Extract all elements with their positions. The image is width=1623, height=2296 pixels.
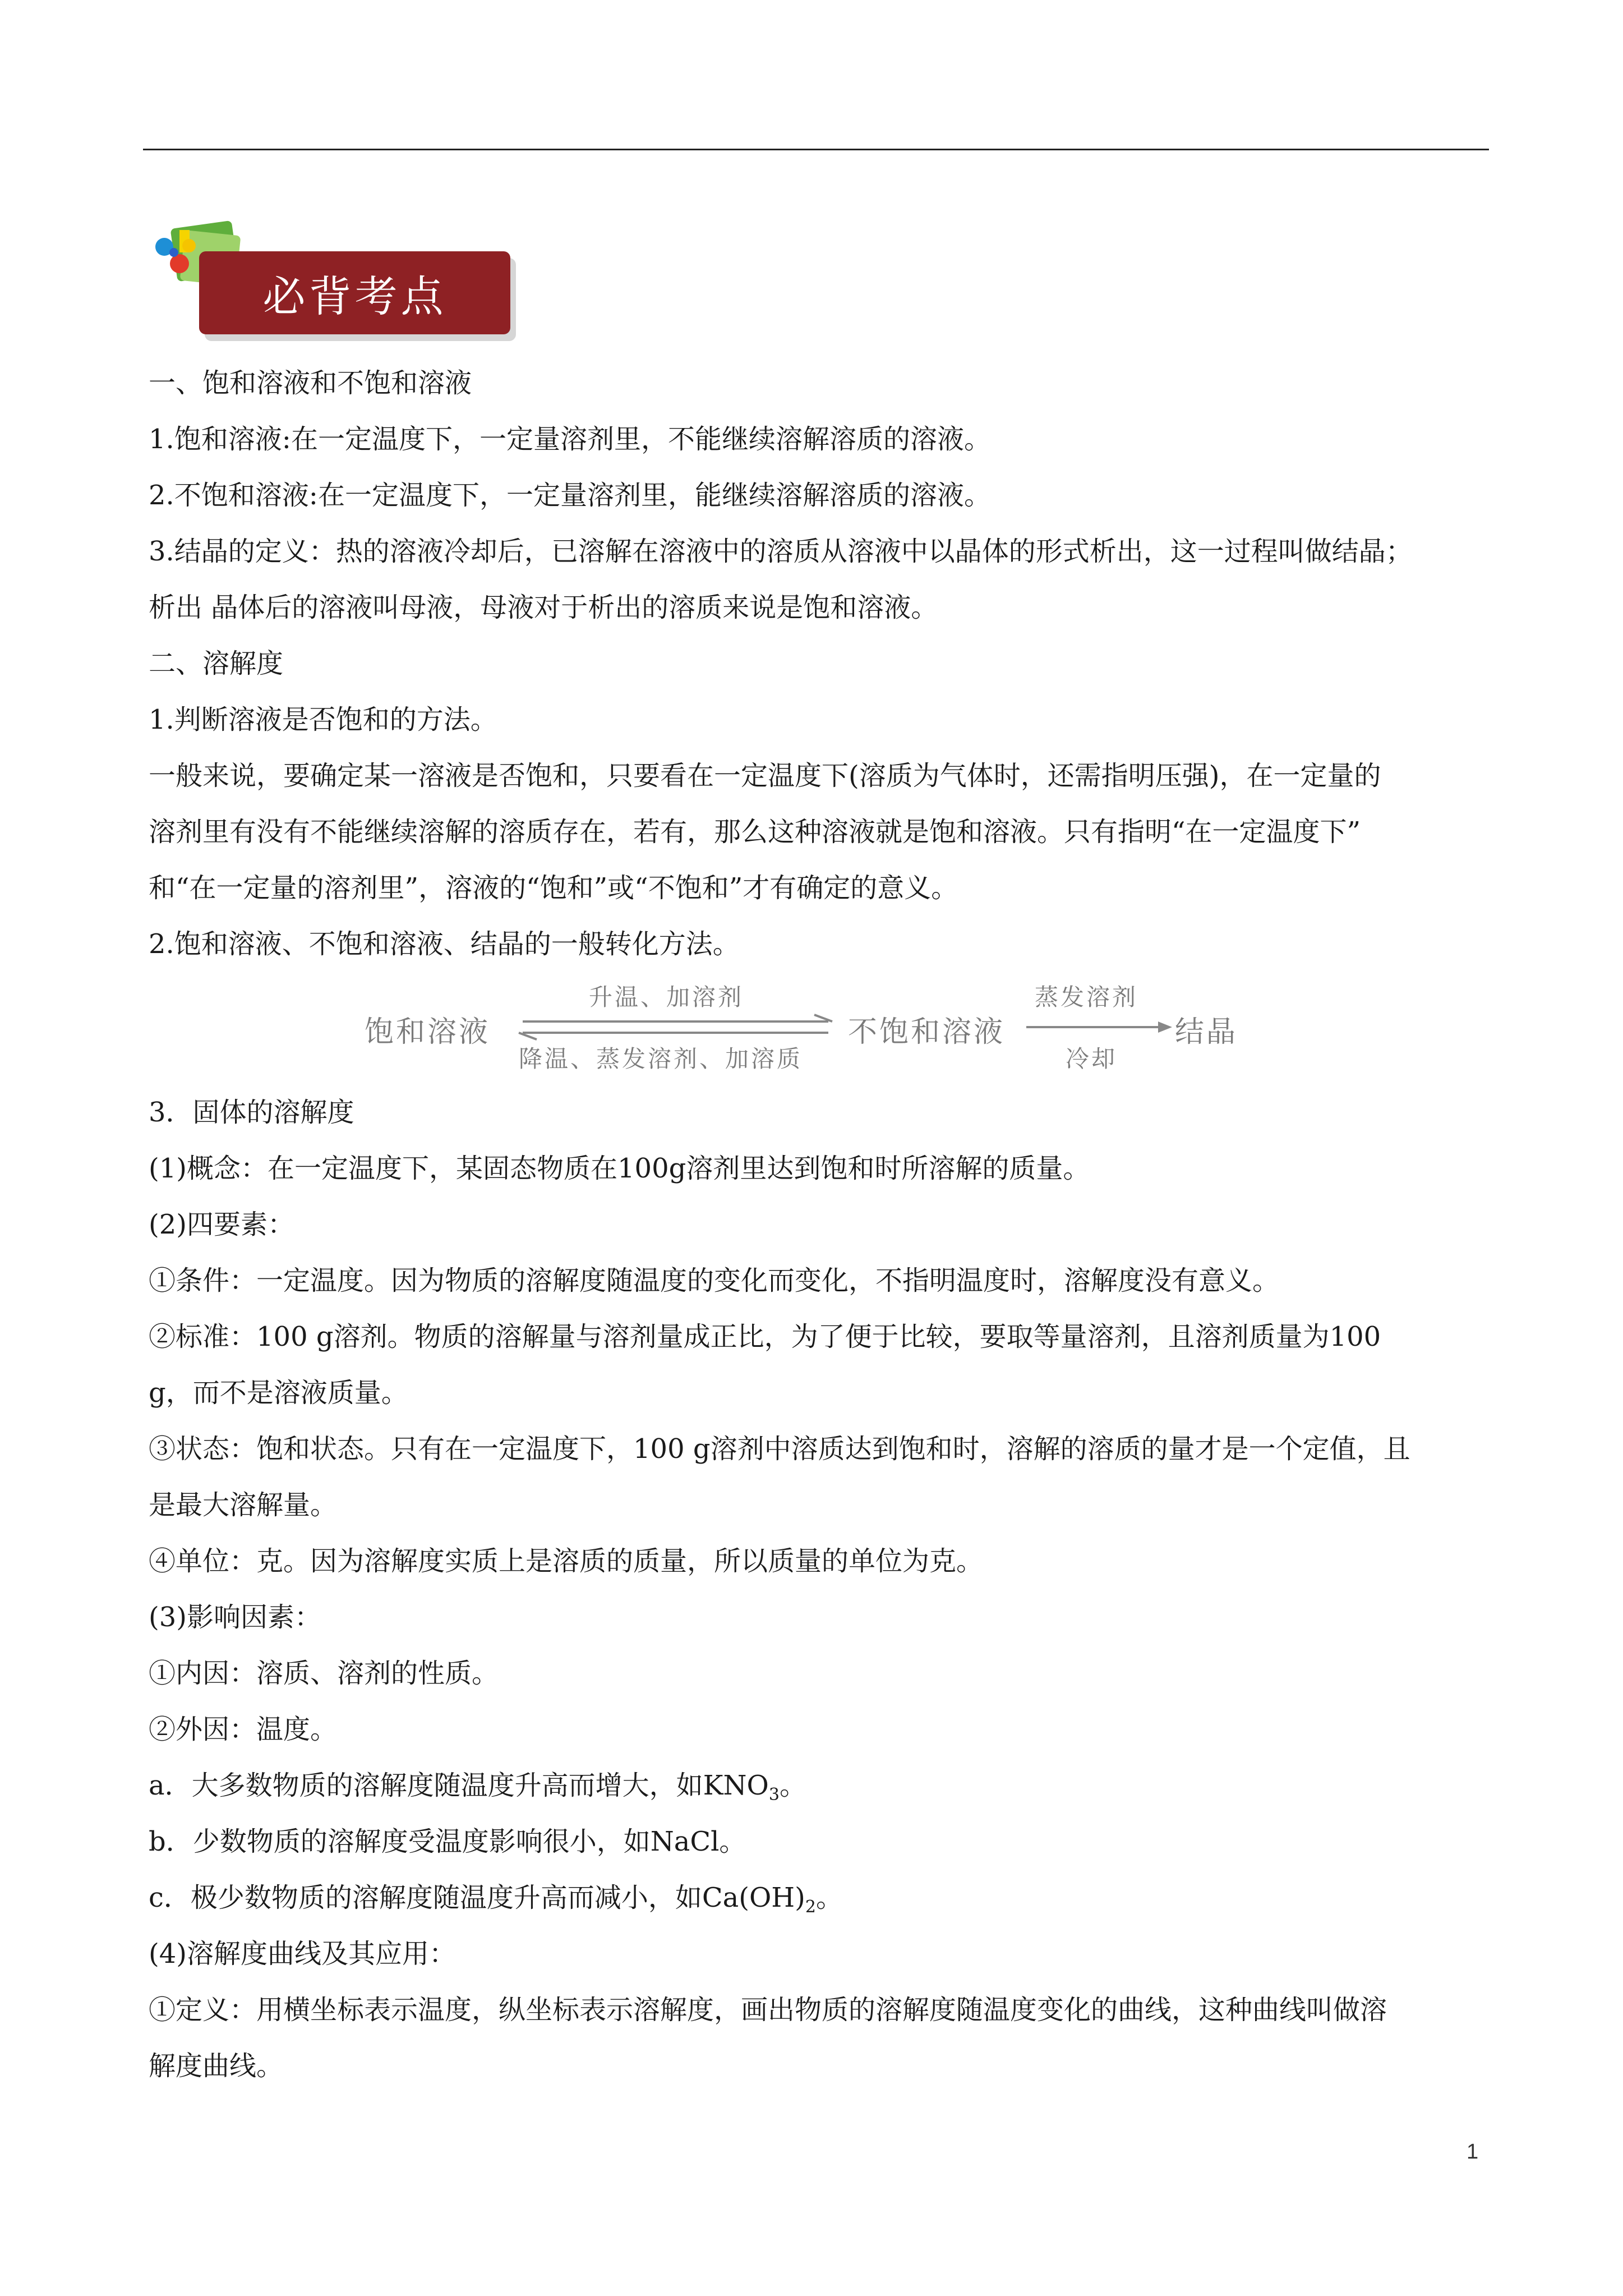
paragraph: (1)概念：在一定温度下，某固态物质在100g溶剂里达到饱和时所溶解的质量。 — [149, 1153, 1090, 1184]
unsaturated-node: 不饱和溶液 — [848, 1015, 1006, 1049]
paragraph: g，而不是溶液质量。 — [149, 1377, 408, 1409]
paragraph: 2.饱和溶液、不饱和溶液、结晶的一般转化方法。 — [149, 928, 740, 960]
paragraph: ②外因：温度。 — [149, 1714, 338, 1745]
paragraph: 解度曲线。 — [149, 2050, 284, 2082]
heading-solid-solubility: 3．固体的溶解度 — [149, 1097, 354, 1128]
paragraph: ①条件：一定温度。因为物质的溶解度随温度的变化而变化，不指明温度时，溶解度没有意义。 — [149, 1265, 1280, 1296]
paragraph-nacl: b．少数物质的溶解度受温度影响很小，如NaCl。 — [149, 1826, 746, 1857]
paragraph: 析出 晶体后的溶液叫母液，母液对于析出的溶质来说是饱和溶液。 — [149, 592, 938, 623]
saturated-node: 饱和溶液 — [365, 1015, 491, 1049]
paragraph: (4)溶解度曲线及其应用： — [149, 1938, 456, 1970]
badge-tab — [199, 251, 510, 334]
paragraph: ④单位：克。因为溶解度实质上是溶质的质量，所以质量的单位为克。 — [149, 1545, 984, 1577]
paragraph: (3)影响因素： — [149, 1602, 321, 1633]
reversible-arrow — [511, 1013, 848, 1046]
evaporate-label: 蒸发溶剂 — [1035, 983, 1138, 1011]
paragraph: 3.结晶的定义：热的溶液冷却后，已溶解在溶液中的溶质从溶液中以晶体的形式析出，这一过程叫做结晶； — [149, 536, 1413, 567]
header-rule — [143, 149, 1489, 150]
badge-title: 必背考点 — [262, 271, 447, 321]
crystal-node: 结晶 — [1175, 1015, 1238, 1049]
forward-arrow — [1023, 1016, 1175, 1038]
to-saturated-label: 降温、蒸发溶剂、加溶质 — [519, 1045, 803, 1073]
paragraph: ③状态：饱和状态。只有在一定温度下，100 g溶剂中溶质达到饱和时，溶解的溶质的量才是一个定值，且 — [149, 1433, 1410, 1465]
paragraph-caoh2: c．极少数物质的溶解度随温度升高而减小，如$Ca(OH)_2$。 — [149, 1882, 843, 1917]
paragraph-kno3: a．大多数物质的溶解度随温度升高而增大，如$KNO_3$。 — [149, 1770, 806, 1805]
paragraph: (2)四要素： — [149, 1209, 294, 1240]
page-number: 1 — [1467, 2140, 1479, 2164]
paragraph: 2.不饱和溶液:在一定温度下，一定量溶剂里，能继续溶解溶质的溶液。 — [149, 480, 991, 511]
paragraph: 和“在一定量的溶剂里”，溶液的“饱和”或“不饱和”才有确定的意义。 — [149, 872, 958, 904]
cool-label: 冷却 — [1066, 1045, 1118, 1073]
paragraph: 1.饱和溶液:在一定温度下，一定量溶剂里，不能继续溶解溶质的溶液。 — [149, 424, 991, 455]
to-unsaturated-label: 升温、加溶剂 — [589, 983, 744, 1011]
heading-saturated-solutions: 一、饱和溶液和不饱和溶液 — [149, 367, 472, 399]
heading-solubility: 二、溶解度 — [149, 648, 284, 679]
paragraph: 是最大溶解量。 — [149, 1489, 338, 1521]
paragraph: ①内因：溶质、溶剂的性质。 — [149, 1658, 499, 1689]
paragraph: 一般来说，要确定某一溶液是否饱和，只要看在一定温度下(溶质为气体时，还需指明压强)，在一定量的 — [149, 760, 1381, 792]
paragraph: ②标准：100 g溶剂。物质的溶解量与溶剂量成正比，为了便于比较，要取等量溶剂，且溶剂质量为100 — [149, 1321, 1381, 1352]
section-badge — [149, 213, 519, 348]
conversion-diagram — [365, 979, 1239, 1080]
paragraph: 1.判断溶液是否饱和的方法。 — [149, 704, 497, 735]
paragraph: ①定义：用横坐标表示温度，纵坐标表示溶解度，画出物质的溶解度随温度变化的曲线，这种曲线叫做溶 — [149, 1994, 1387, 2026]
paragraph: 溶剂里有没有不能继续溶解的溶质存在，若有，那么这种溶液就是饱和溶液。只有指明“在一定温度下” — [149, 816, 1361, 848]
